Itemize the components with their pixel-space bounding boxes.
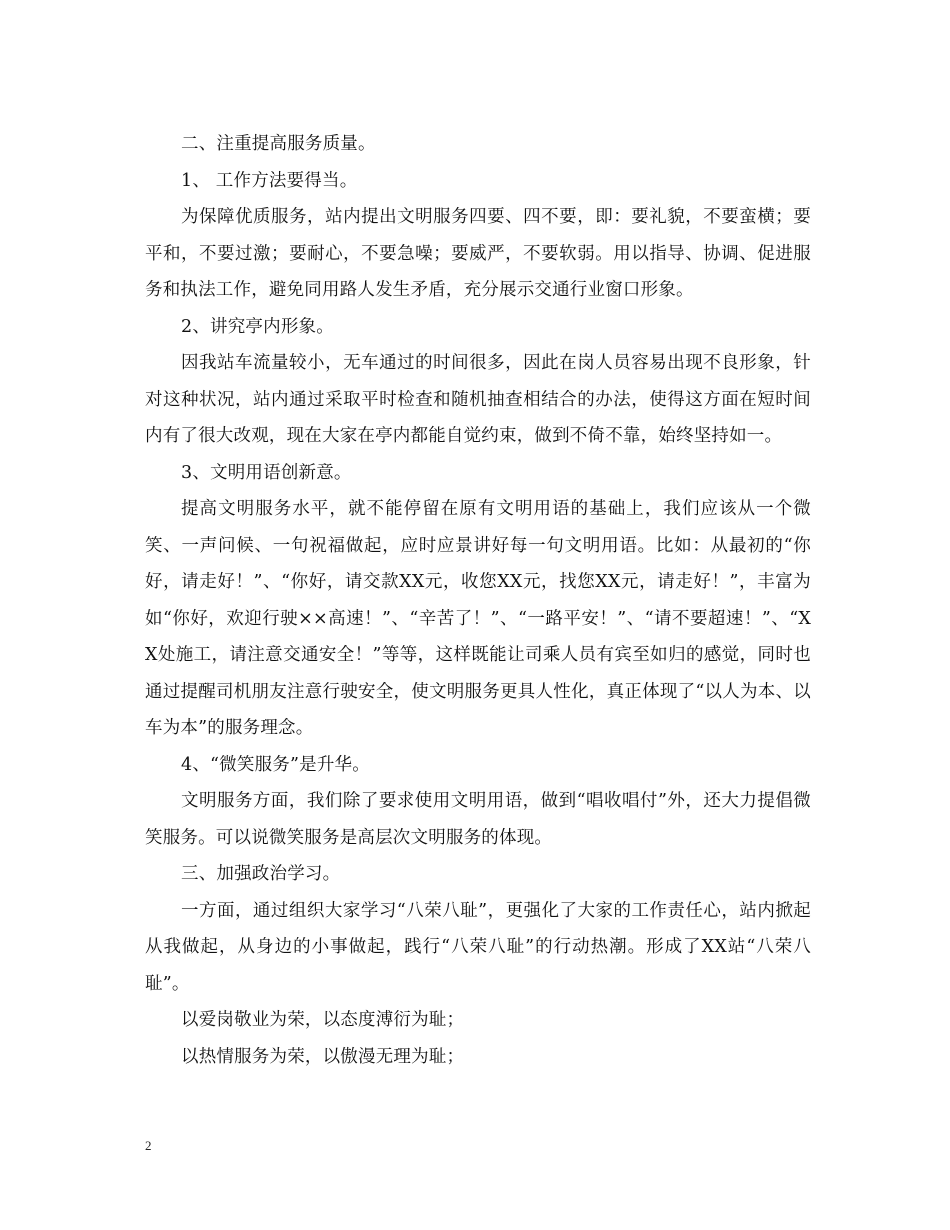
paragraph-polite-language: 提高文明服务水平，就不能停留在原有文明用语的基础上，我们应该从一个微笑、一声问候、一句祝福做起，应时应景讲好每一句文明用语。比如：从最初的“你好，请走好！”、“你好，请交款XX元，收您XX元，找您XX元，请走好！”，丰富为如“你好，欢迎行驶××高速！”、“辛苦了！”、“一路平安！”、“请不要超速！”、“XX处施工，请注意交通安全！”等等，这样既能让司乘人员有宾至如归的感觉，同时也通过提醒司机朋友注意行驶安全，使文明服务更具人性化，真正体现了“以人为本、以车为本”的服务理念。 xyxy=(145,499,811,738)
page-number: 2 xyxy=(145,1138,152,1153)
paragraph-smile-service: 文明服务方面，我们除了要求使用文明用语，做到“唱收唱付”外，还大力提倡微笑服务。可以说微笑服务是高层次文明服务的体现。 xyxy=(145,791,811,848)
honor-line-2: 以热情服务为荣，以傲漫无理为耻； xyxy=(181,1046,465,1067)
document-body xyxy=(145,126,811,1075)
paragraph-eight-honors: 一方面，通过组织大家学习“八荣八耻”，更强化了大家的工作责任心，站内掀起从我做起，从身边的小事做起，践行“八荣八耻”的行动热潮。形成了XX站“八荣八耻”。 xyxy=(145,900,811,994)
section-heading-political-study: 三、加强政治学习。 xyxy=(181,864,341,884)
honor-line-1: 以爱岗敬业为荣，以态度溥衍为耻； xyxy=(181,1010,465,1030)
paragraph-booth-image: 因我站车流量较小，无车通过的时间很多，因此在岗人员容易出现不良形象，针对这种状况，站内通过采取平时检查和随机抽查相结合的办法，使得这方面在短时间内有了很大改观，现在大家在亭内都能自觉约束，做到不倚不靠，始终坚持如一。 xyxy=(145,353,811,446)
subheading-polite-language: 3、文明用语创新意。 xyxy=(181,462,352,483)
subheading-smile-service: 4、“微笑服务”是升华。 xyxy=(181,754,370,775)
section-heading-improve-service: 二、注重提高服务质量。 xyxy=(181,134,376,154)
subheading-booth-image: 2、讲究亭内形象。 xyxy=(181,316,334,337)
subheading-work-method: 1、 工作方法要得当。 xyxy=(181,170,358,191)
paragraph-four-dos-donts: 为保障优质服务，站内提出文明服务四要、四不要，即：要礼貌，不要蛮横；要平和，不要过激；要耐心，不要急噪；要威严，不要软弱。用以指导、协调、促进服务和执法工作，避免同用路人发生矛盾，充分展示交通行业窗口形象。 xyxy=(145,207,811,300)
